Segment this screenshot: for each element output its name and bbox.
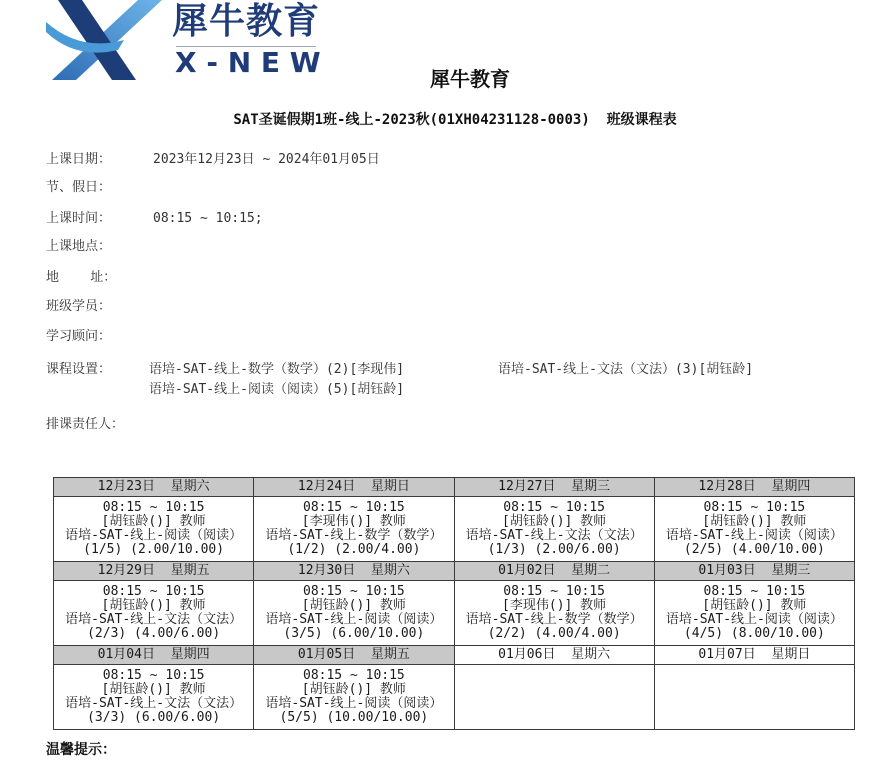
session-time: 08:15 ~ 10:15	[102, 668, 205, 683]
advisor-label: 学习顾问：	[46, 329, 112, 344]
session-time: 08:15 ~ 10:15	[503, 584, 605, 599]
session-course: 语培-SAT-线上-阅读（阅读）	[665, 612, 843, 627]
x-logo-icon	[0, 0, 170, 85]
place-label: 上课地点：	[46, 239, 112, 254]
session-progress: (2/3) (4.00/6.00)	[87, 626, 221, 641]
day-header: 01月05日 星期五	[254, 646, 454, 665]
day-header: 01月07日 星期日	[654, 646, 854, 665]
session-course: 语培-SAT-线上-文法（文法）	[65, 696, 243, 711]
day-header-row	[54, 562, 855, 581]
session-cell	[254, 665, 454, 730]
session-teacher: [胡钰龄()] 教师	[301, 598, 406, 613]
date-label: 上课日期：	[46, 152, 112, 167]
session-time: 08:15 ~ 10:15	[303, 584, 405, 599]
scheduler-label: 排课责任人：	[46, 417, 125, 432]
session-time: 08:15 ~ 10:15	[102, 500, 205, 515]
session-course: 语培-SAT-线上-阅读（阅读）	[65, 528, 243, 543]
session-progress: (1/3) (2.00/6.00)	[487, 542, 621, 557]
day-header: 01月03日 星期三	[654, 562, 854, 581]
day-header: 12月30日 星期六	[254, 562, 454, 581]
session-teacher: [胡钰龄()] 教师	[702, 598, 807, 613]
session-progress: (3/5) (6.00/10.00)	[283, 626, 425, 641]
session-time: 08:15 ~ 10:15	[703, 500, 806, 515]
day-header-row	[54, 478, 855, 497]
session-cell	[54, 665, 254, 730]
session-time: 08:15 ~ 10:15	[303, 668, 405, 683]
session-course: 语培-SAT-线上-文法（文法）	[465, 528, 643, 543]
session-progress: (3/3) (6.00/6.00)	[87, 710, 221, 725]
session-time: 08:15 ~ 10:15	[703, 584, 806, 599]
course-item: 语培-SAT-线上-阅读（阅读）(5)[胡钰龄]	[149, 382, 405, 397]
session-row	[54, 581, 855, 646]
day-header: 01月06日 星期六	[454, 646, 654, 665]
day-header: 01月04日 星期四	[54, 646, 254, 665]
session-teacher: [胡钰龄()] 教师	[101, 598, 206, 613]
session-teacher: [胡钰龄()] 教师	[502, 514, 607, 529]
empty-session-cell	[654, 665, 854, 730]
session-teacher: [胡钰龄()] 教师	[702, 514, 807, 529]
session-cell	[654, 581, 854, 646]
holidays-label: 节、假日：	[46, 180, 112, 195]
session-course: 语培-SAT-线上-阅读（阅读）	[265, 696, 443, 711]
session-course: 语培-SAT-线上-阅读（阅读）	[265, 612, 443, 627]
students-label: 班级学员：	[46, 299, 112, 314]
session-course: 语培-SAT-线上-文法（文法）	[65, 612, 243, 627]
course-item: 语培-SAT-线上-文法（文法）(3)[胡钰龄]	[498, 362, 754, 377]
schedule-title: SAT圣诞假期1班-线上-2023秋(01XH04231128-0003) 班级课程表	[233, 112, 677, 128]
day-header: 12月28日 星期四	[654, 478, 854, 497]
day-header: 12月27日 星期三	[454, 478, 654, 497]
schedule-table	[53, 477, 855, 730]
empty-session-cell	[454, 665, 654, 730]
session-row	[54, 497, 855, 562]
session-cell	[454, 581, 654, 646]
tip-heading: 温馨提示：	[46, 742, 116, 758]
organization-title: 犀牛教育	[430, 67, 510, 91]
day-header-row	[54, 646, 855, 665]
session-progress: (5/5) (10.00/10.00)	[279, 710, 429, 725]
session-cell	[54, 497, 254, 562]
date-value: 2023年12月23日 ~ 2024年01月05日	[153, 152, 380, 167]
logo-wordmark-en: X - N E W	[175, 46, 321, 79]
day-header: 12月29日 星期五	[54, 562, 254, 581]
session-progress: (1/2) (2.00/4.00)	[287, 542, 421, 557]
session-teacher: [李现伟()] 教师	[502, 598, 607, 613]
session-progress: (2/5) (4.00/10.00)	[683, 542, 825, 557]
session-cell	[54, 581, 254, 646]
session-progress: (2/2) (4.00/4.00)	[487, 626, 621, 641]
session-course: 语培-SAT-线上-数学（数学）	[265, 528, 443, 543]
day-header: 01月02日 星期二	[454, 562, 654, 581]
day-header: 12月23日 星期六	[54, 478, 254, 497]
session-course: 语培-SAT-线上-数学（数学）	[465, 612, 643, 627]
logo-wordmark-cn: 犀牛教育	[172, 1, 321, 42]
session-row	[54, 665, 855, 730]
session-cell	[454, 497, 654, 562]
session-teacher: [李现伟()] 教师	[301, 514, 406, 529]
session-time: 08:15 ~ 10:15	[102, 584, 205, 599]
session-course: 语培-SAT-线上-阅读（阅读）	[665, 528, 843, 543]
session-time: 08:15 ~ 10:15	[503, 500, 605, 515]
session-cell	[254, 581, 454, 646]
courses-label: 课程设置：	[46, 362, 112, 377]
time-label: 上课时间：	[46, 211, 112, 226]
session-progress: (1/5) (2.00/10.00)	[83, 542, 225, 557]
session-progress: (4/5) (8.00/10.00)	[683, 626, 825, 641]
session-cell	[654, 497, 854, 562]
session-teacher: [胡钰龄()] 教师	[101, 682, 206, 697]
session-teacher: [胡钰龄()] 教师	[101, 514, 206, 529]
course-item: 语培-SAT-线上-数学（数学）(2)[李现伟]	[149, 362, 405, 377]
session-teacher: [胡钰龄()] 教师	[301, 682, 406, 697]
day-header: 12月24日 星期日	[254, 478, 454, 497]
session-cell	[254, 497, 454, 562]
session-time: 08:15 ~ 10:15	[303, 500, 405, 515]
time-value: 08:15 ~ 10:15;	[153, 211, 263, 226]
address-label: 地 址：	[46, 270, 117, 285]
